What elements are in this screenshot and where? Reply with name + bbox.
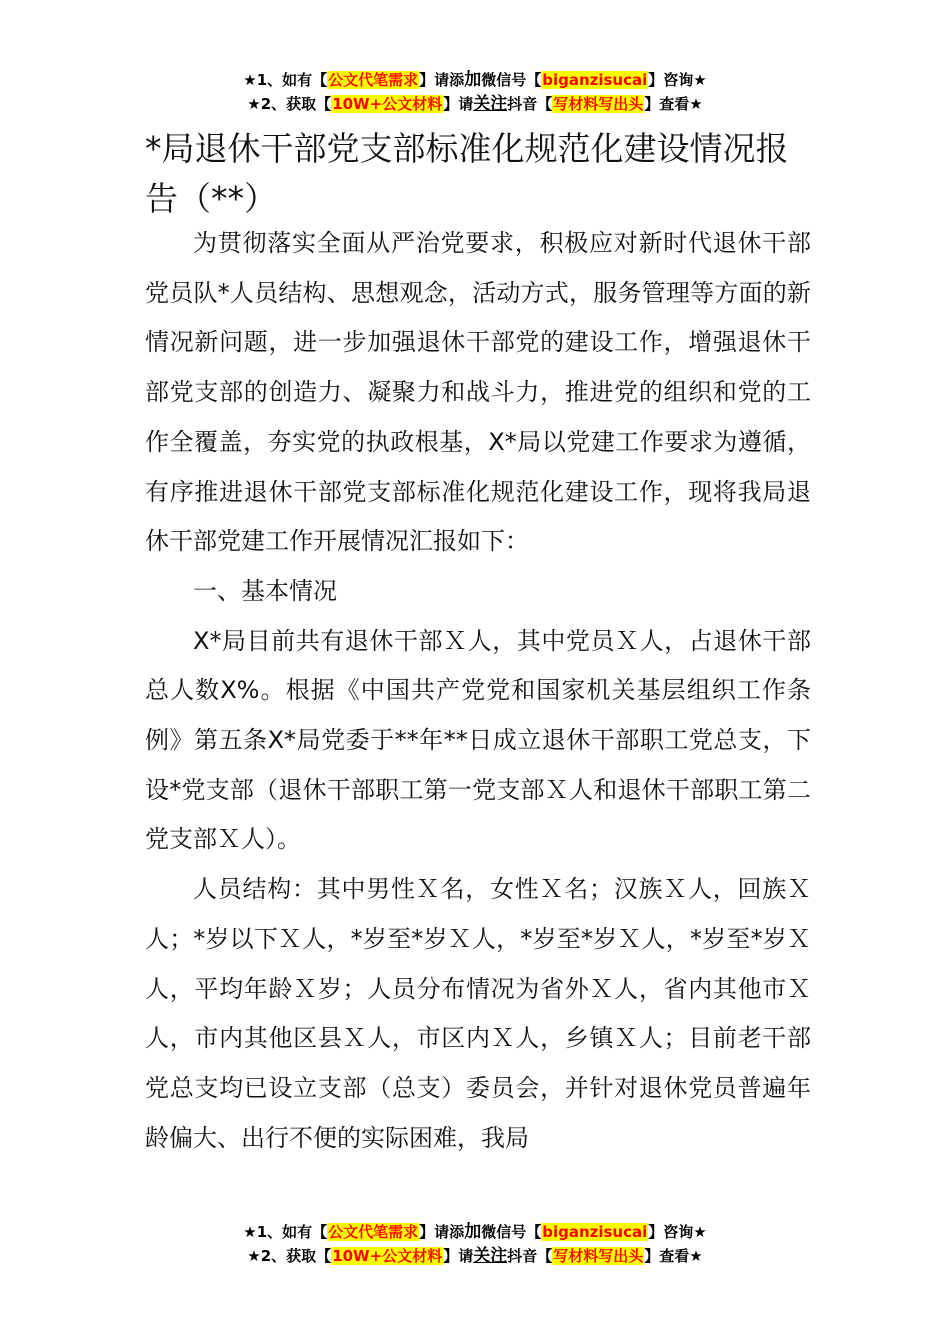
highlight-wechat-id: biganzisucai (542, 71, 648, 89)
highlight-douyin-account: 写材料写出头 (553, 1247, 644, 1265)
document-body (145, 219, 811, 1163)
highlight-materials: 10W+公文材料 (332, 95, 443, 113)
highlight-materials: 10W+公文材料 (332, 1247, 443, 1265)
highlight-service: 公文代笔需求 (328, 1223, 419, 1241)
highlight-service: 公文代笔需求 (328, 71, 419, 89)
promo-line-2: ★2、获取【10W+公文材料】请关注抖音【写材料写出头】查看★ (247, 94, 703, 114)
section-heading-basic-info: 一、基本情况 (193, 576, 337, 605)
basic-info-paragraph: X*局目前共有退休干部Ｘ人，其中党员Ｘ人，占退休干部总人数X%。根据《中国共产党党和国家机关基层组织工作条例》第五条X*局党委于**年**日成立退休干部职工党总支，下设*党支部（退休干部职工第一党支部Ｘ人和退休干部职工第二党支部Ｘ人）。 (145, 626, 811, 854)
personnel-structure-paragraph: 人员结构：其中男性Ｘ名，女性Ｘ名；汉族Ｘ人，回族Ｘ人；*岁以下Ｘ人，*岁至*岁Ｘ人，*岁至*岁Ｘ人，*岁至*岁Ｘ人，平均年龄Ｘ岁；人员分布情况为省外Ｘ人，省内其他市Ｘ人，市内其他区县Ｘ人，市区内Ｘ人，乡镇Ｘ人；目前老干部党总支均已设立支部（总支）委员会，并针对退休党员普遍年龄偏大、出行不便的实际困难，我局 (145, 875, 811, 1152)
footer-promo-banner (0, 1220, 950, 1268)
intro-paragraph: 为贯彻落实全面从严治党要求，积极应对新时代退休干部党员队*人员结构、思想观念，活动方式，服务管理等方面的新情况新问题，进一步加强退休干部党的建设工作，增强退休干部党支部的创造力、凝聚力和战斗力，推进党的组织和党的工作全覆盖，夯实党的执政根基，X*局以党建工作要求为遵循，有序推进退休干部党支部标准化规范化建设工作，现将我局退休干部党建工作开展情况汇报如下： (145, 229, 811, 556)
promo-line-1: ★1、如有【公文代笔需求】请添加微信号【biganzisucai】咨询★ (243, 1222, 707, 1242)
header-promo-banner (0, 68, 950, 116)
promo-line-2: ★2、获取【10W+公文材料】请关注抖音【写材料写出头】查看★ (247, 1246, 703, 1266)
document-title: *局退休干部党支部标准化规范化建设情况报告（**） (145, 129, 789, 218)
promo-line-1: ★1、如有【公文代笔需求】请添加微信号【biganzisucai】咨询★ (243, 70, 707, 90)
highlight-wechat-id: biganzisucai (542, 1223, 648, 1241)
highlight-douyin-account: 写材料写出头 (553, 95, 644, 113)
